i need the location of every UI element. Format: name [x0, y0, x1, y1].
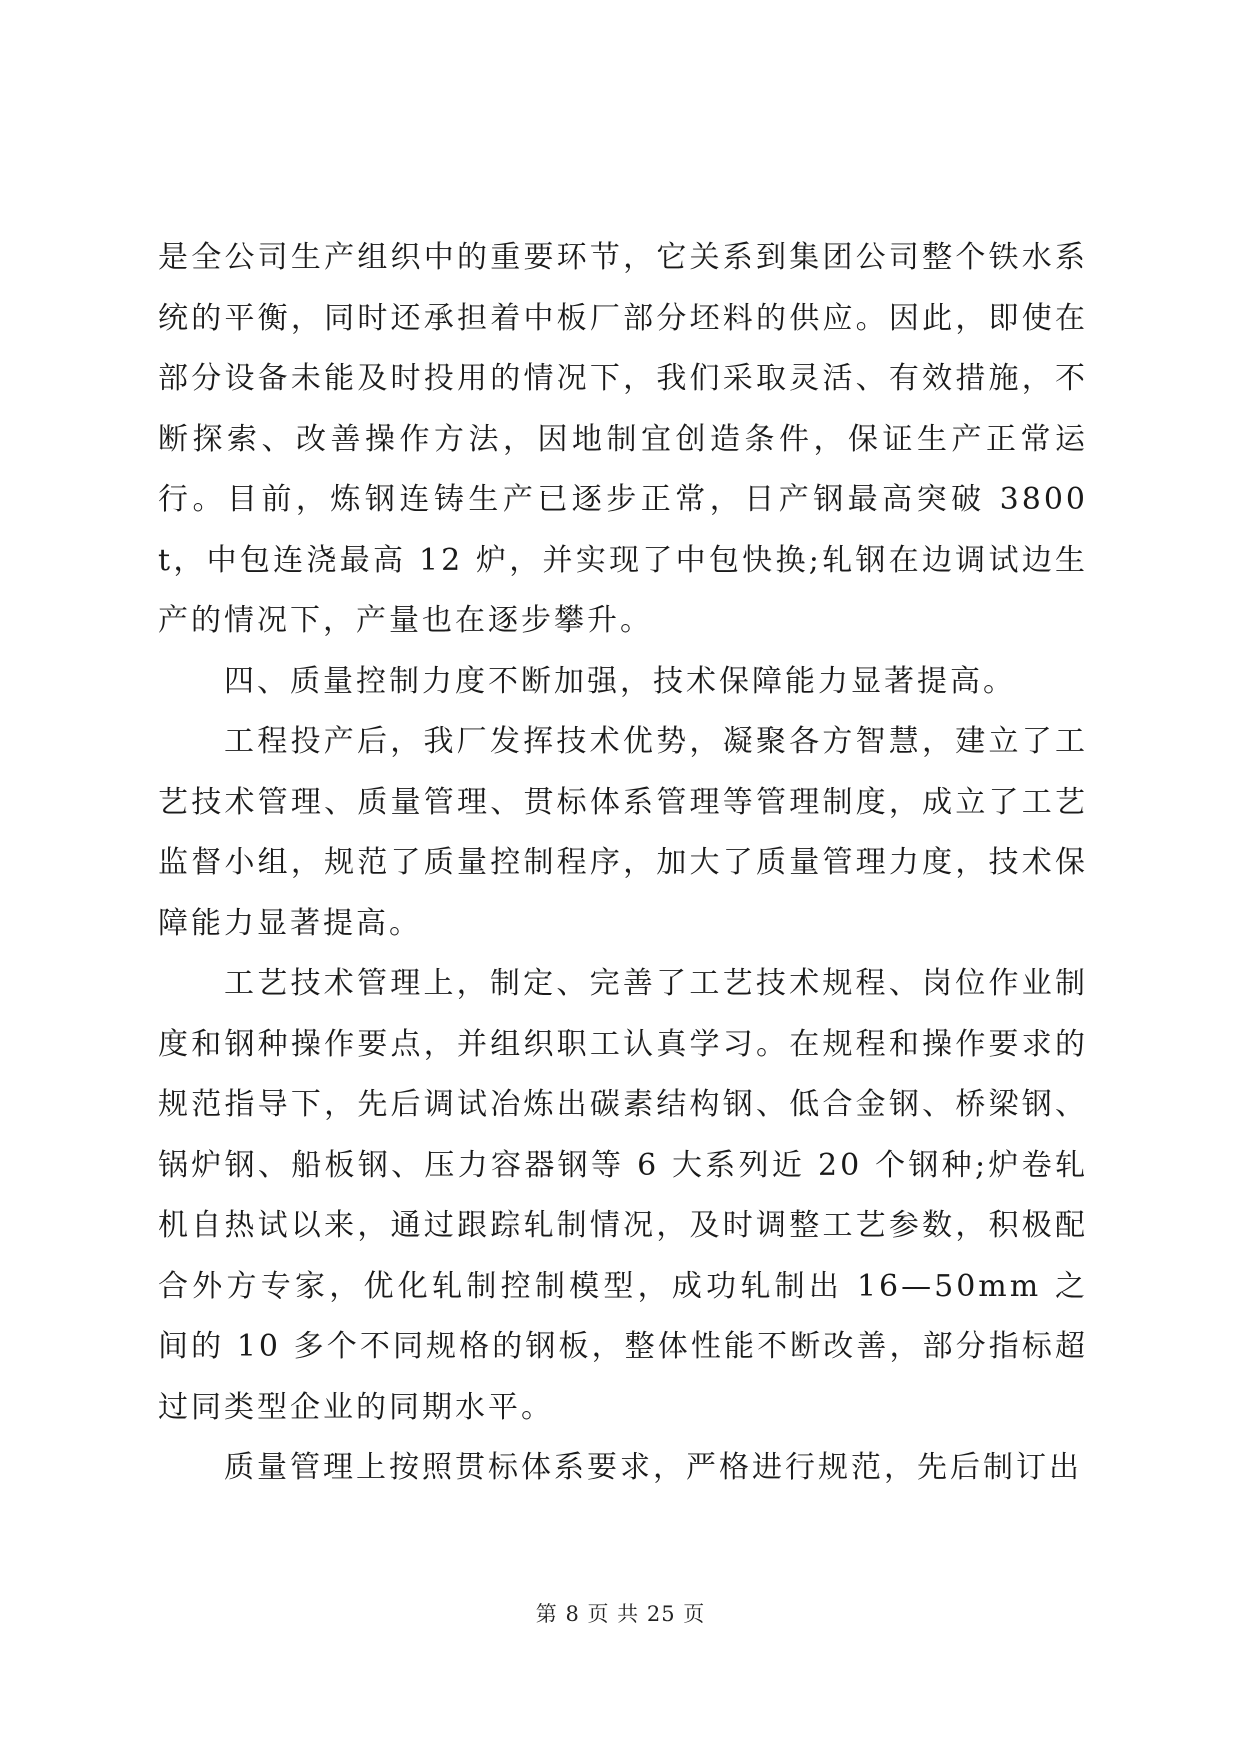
paragraph-continuation: 是全公司生产组织中的重要环节，它关系到集团公司整个铁水系统的平衡，同时还承担着中板厂部分坯料的供应。因此，即使在部分设备未能及时投用的情况下，我们采取灵活、有效措施，不断探索、改善操作方法，因地制宜创造条件，保证生产正常运行。目前，炼钢连铸生产已逐步正常，日产钢最高突破 3800t，中包连浇最高 12 炉，并实现了中包快换;轧钢在边调试边生产的情况下，产量也在逐步攀升。 [158, 240, 1088, 638]
section-heading: 四、质量控制力度不断加强，技术保障能力显著提高。 [224, 663, 1016, 699]
page-footer: 第 8 页 共 25 页 [535, 1602, 706, 1626]
paragraph: 质量管理上按照贯标体系要求，严格进行规范，先后制订出 [224, 1450, 1082, 1485]
paragraph: 工艺技术管理上，制定、完善了工艺技术规程、岗位作业制度和钢种操作要点，并组织职工认真学习。在规程和操作要求的规范指导下，先后调试冶炼出碳素结构钢、低合金钢、桥梁钢、锅炉钢、船板钢、压力容器钢等 6 大系列近 20 个钢种;炉卷轧机自热试以来，通过跟踪轧制情况，及时调整工艺参数，积极配合外方专家，优化轧制控制模型，成功轧制出 16—50mm 之间的 10 多个不同规格的钢板，整体性能不断改善，部分指标超过同类型企业的同期水平。 [158, 966, 1088, 1425]
document-body [158, 228, 1088, 1499]
paragraph: 工程投产后，我厂发挥技术优势，凝聚各方智慧，建立了工艺技术管理、质量管理、贯标体系管理等管理制度，成立了工艺监督小组，规范了质量控制程序，加大了质量管理力度，技术保障能力显著提高。 [158, 724, 1088, 941]
